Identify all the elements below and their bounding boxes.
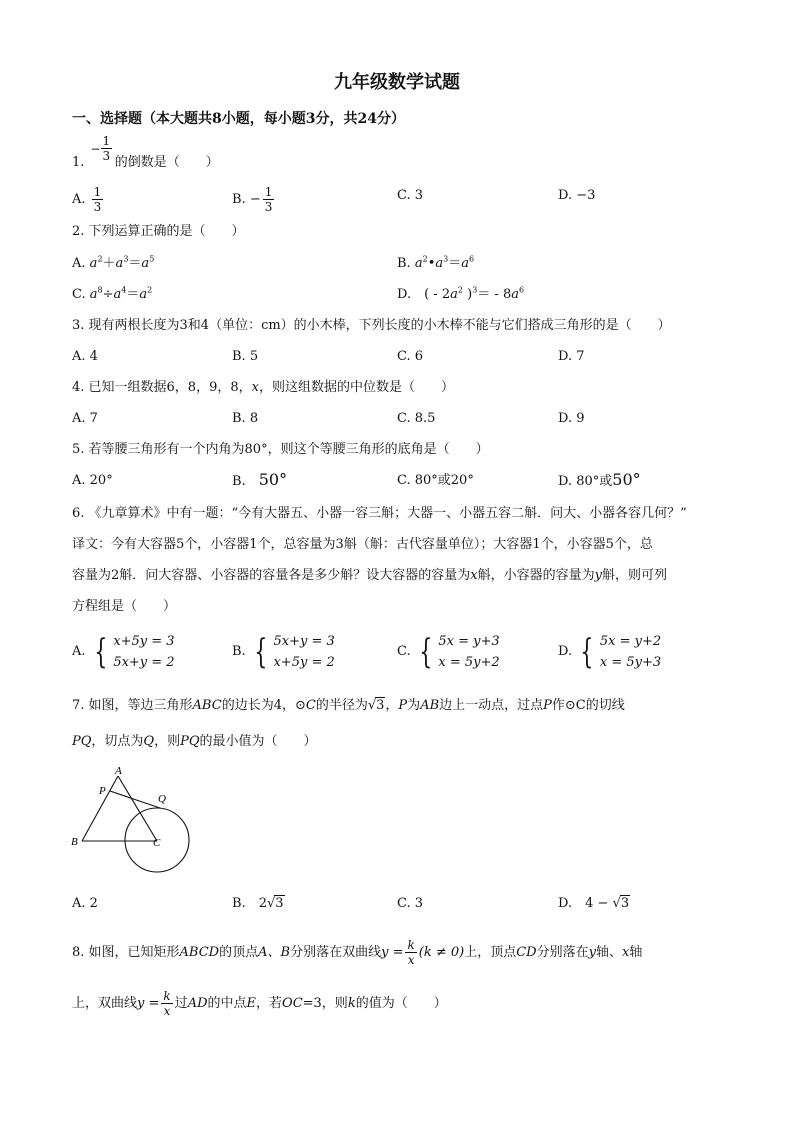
q5-option-a: A. 20° — [72, 473, 113, 488]
q1-b-fraction: $\frac{1}{3}$ — [264, 185, 273, 214]
q4-option-b: B. 8 — [232, 411, 259, 426]
q3-option-a: A. 4 — [72, 349, 98, 364]
q1-number: 1. — [72, 155, 85, 170]
question-1 — [72, 134, 219, 172]
q1-option-a: A. $\frac{1}{3}$ — [72, 185, 102, 214]
q7-option-a: A. 2 — [72, 896, 98, 911]
q7-option-c: C. 3 — [397, 896, 424, 911]
q6-option-c: C. { 5x = y+3 x = 5y+2 — [397, 631, 500, 672]
q5-option-d: D. 80°或50° — [558, 470, 641, 489]
label-c: C — [153, 837, 161, 849]
q4-option-a: A. 7 — [72, 411, 98, 426]
q4-option-d: D. 9 — [558, 411, 585, 426]
q1-option-b: B. − $\frac{1}{3}$ — [232, 185, 273, 214]
q1-a-fraction: $\frac{1}{3}$ — [93, 185, 102, 214]
question-6-line-2: 译文：今有大容器5个，小容器1个，总容量为3斛（斛：古代容量单位）；大容器1个，小容器5个，总 — [72, 537, 653, 552]
q3-option-c: C. 6 — [397, 349, 424, 364]
q7-option-b: B. 2√3 — [232, 896, 284, 911]
q7-option-d: D. 4 − √3 — [558, 896, 630, 911]
question-6-line-4: 方程组是（ ） — [72, 599, 177, 614]
q1-option-c: C. 3 — [397, 188, 424, 203]
q1-stem: 的倒数是（ ） — [114, 155, 219, 170]
question-8-line-2: 上，双曲线y = $\frac{k}{x}$ 过AD的中点E，若OC=3，则k的值为（ ） — [72, 989, 447, 1018]
q3-option-d: D. 7 — [558, 349, 585, 364]
label-q: Q — [158, 793, 166, 805]
section-heading: 一、选择题（本大题共8小题，每小题3分，共24分） — [72, 111, 405, 127]
q2-option-d: D. ( - $2a^2$ )$^3= - 8a^6$ — [397, 285, 525, 302]
label-p: P — [99, 785, 106, 797]
q1-option-d: D. −3 — [558, 188, 596, 203]
question-2: 2. 下列运算正确的是（ ） — [72, 224, 245, 239]
q1-neg: − — [90, 142, 101, 156]
tangent-pq — [110, 791, 160, 808]
q7-figure — [70, 762, 195, 877]
question-4: 4. 已知一组数据6，8，9，8，x，则这组数据的中位数是（ ） — [72, 380, 454, 395]
page-title: 九年级数学试题 — [334, 72, 460, 93]
q2-option-a: A. $a^2+a^3=a^5$ — [72, 254, 155, 271]
question-3: 3. 现有两根长度为3和4（单位：cm）的小木棒，下列长度的小木棒不能与它们搭成三角形的是（ ） — [72, 318, 671, 333]
label-a: A — [115, 765, 122, 777]
question-5: 5. 若等腰三角形有一个内角为80°，则这个等腰三角形的底角是（ ） — [72, 442, 489, 457]
q1-fraction: $\frac{1}{3}$ — [102, 134, 111, 163]
label-b: B — [71, 836, 78, 848]
q6-option-a: A. { x+5y = 3 5x+y = 2 — [72, 631, 175, 672]
q4-option-c: C. 8.5 — [397, 411, 436, 426]
q6-option-b: B. { 5x+y = 3 x+5y = 2 — [232, 631, 335, 672]
question-6-line-3: 容量为2斛．问大容器、小容器的容量各是多少斛？设大容器的容量为x斛，小容器的容量为y斛，则可列 — [72, 568, 668, 583]
q6-option-d: D. { 5x = y+2 x = 5y+3 — [558, 631, 662, 672]
q2-option-c: C. $a^8\div a^4=a^2$ — [72, 285, 153, 302]
q2-option-b: B. $a^2•a^3=a^6$ — [397, 254, 475, 271]
q3-option-b: B. 5 — [232, 349, 259, 364]
question-6-line-1: 6. 《九章算术》中有一题：“今有大器五、小器一容三斛；大器一、小器五容二斛．问大、小器各容几何？” — [72, 506, 687, 521]
question-8-line-1: 8. 如图，已知矩形ABCD的顶点A、B分别落在双曲线y = $\frac{k}{x}$ (k ≠ 0)上，顶点CD分别落在y轴、x轴 — [72, 938, 643, 967]
q5-option-c: C. 80°或20° — [397, 473, 474, 488]
question-7-line-1: 7. 如图，等边三角形ABC的边长为4，⊙C的半径为√3，P为AB边上一动点，过点P作⊙C的切线 — [72, 698, 625, 713]
question-7-line-2: PQ，切点为Q，则PQ的最小值为（ ） — [72, 734, 317, 749]
q5-option-b: B. 50° — [232, 470, 288, 489]
